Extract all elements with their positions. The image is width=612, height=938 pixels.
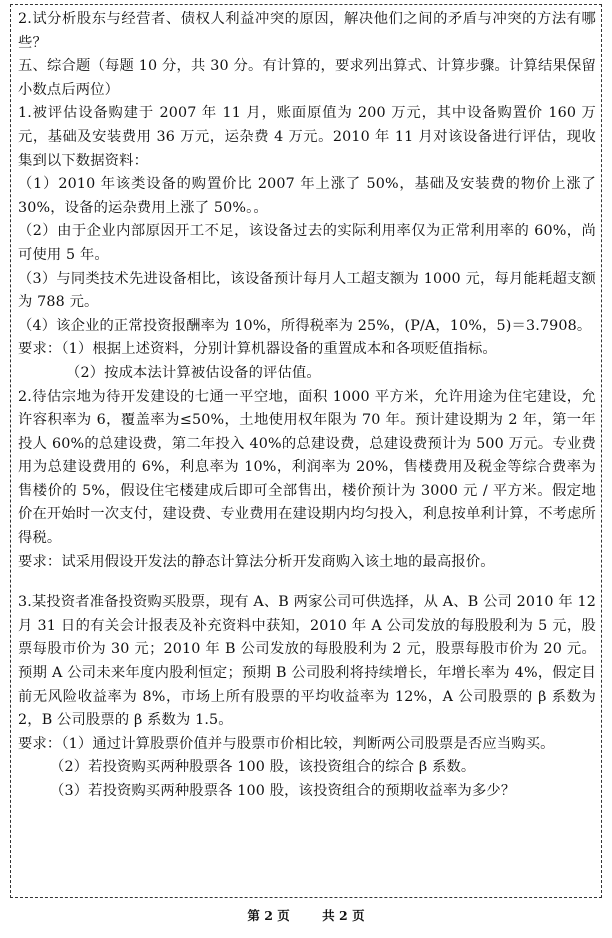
- exam-content: [18, 8, 596, 804]
- q2-requirement: 要求：试采用假设开发法的静态计算法分析开发商购入该土地的最高报价。: [18, 553, 495, 570]
- q1-requirement-2: （2）按成本法计算被估设备的评估值。: [66, 364, 321, 381]
- page-footer: [0, 906, 612, 924]
- q3-requirement-3: （3）若投资购买两种股票各 100 股，该投资组合的预期收益率为多少？: [50, 783, 516, 799]
- q1-intro: 1.被评估设备购建于 2007 年 11 月，账面原值为 200 万元，其中设备购置价 160 万元，基础及安装费用 36 万元，运杂费 4 万元。2010 年 11 月对该设备进行评估，现收集到以下数据资料：: [18, 105, 596, 169]
- q1-condition-1: （1）2010 年该类设备的购置价比 2007 年上涨了 50%，基础及安装费的物价上涨了 30%，设备的运杂费用上涨了 50%。。: [18, 176, 596, 216]
- q2-intro: 2.待估宗地为待开发建设的七通一平空地，面积 1000 平方米，允许用途为住宅建设，允许容积率为 6，覆盖率为≤50%，土地使用权年限为 70 年。预计建设期为 2 年，第一年投人 60%的总建设费，第二年投入 40%的总建设费，总建设费预计为 500 万元。专业费用为总建设费用的 6%，利息率为 10%，利润率为 20%，售楼费用及税金等综合费率为售楼价的 5%，假设住宅楼建成后即可全部售出，楼价预计为 3000 元 / 平方米。假定地价在开始时一次支付，建设费、专业费用在建设期内均匀投入，利息按单利计算，不考虑所得税。: [18, 388, 596, 547]
- q1-condition-2: （2）由于企业内部原因开工不足，该设备过去的实际利用率仅为正常利用率的 60%，尚可使用 5 年。: [18, 223, 596, 263]
- q1-requirement-1: 要求：（1）根据上述资料，分别计算机器设备的重置成本和各项贬值指标。: [18, 341, 497, 358]
- page-number: 第 2 页: [247, 908, 290, 923]
- q1-condition-3: （3）与同类技术先进设备相比，该设备预计每月人工超支额为 1000 元，每月能耗超支额为 788 元。: [18, 270, 596, 311]
- q1-condition-4: （4）该企业的正常投资报酬率为 10%，所得税率为 25%，(P/A，10%，5)＝3.7908。: [18, 317, 592, 334]
- q3-intro: 3.某投资者准备投资购买股票，现有 A、B 两家公司可供选择，从 A、B 公司 2010 年 12 月 31 日的有关会计报表及补充资料中获知，2010 年 A 公司发放的每股股利为 5 元，股票每股市价为 30 元；2010 年 B 公司发放的每股股利为 2 元，股票每股市价为 20 元。预期 A 公司未来年度内股利恒定；预期 B 公司股利将持续增长，年增长率为 4%，假定目前无风险收益率为 8%，市场上所有股票的平均收益率为 12%，A 公司股票的 β 系数为 2，B 公司股票的 β 系数为 1.5。: [18, 594, 596, 729]
- section4-question-2: 2.试分析股东与经营者、债权人利益冲突的原因，解决他们之间的矛盾与冲突的方法有哪些？: [18, 11, 596, 51]
- q3-requirement-1: 要求：（1）通过计算股票价值并与股票市价相比较，判断两公司股票是否应当购买。: [18, 735, 555, 752]
- total-pages: 共 2 页: [322, 908, 365, 923]
- blank-gap: [18, 574, 596, 591]
- q3-requirement-2: （2）若投资购买两种股票各 100 股，该投资组合的综合 β 系数。: [50, 759, 476, 776]
- section5-title: 五、综合题（每题 10 分，共 30 分。有计算的，要求列出算式、计算步骤。计算结果保留小数点后两位）: [18, 58, 596, 98]
